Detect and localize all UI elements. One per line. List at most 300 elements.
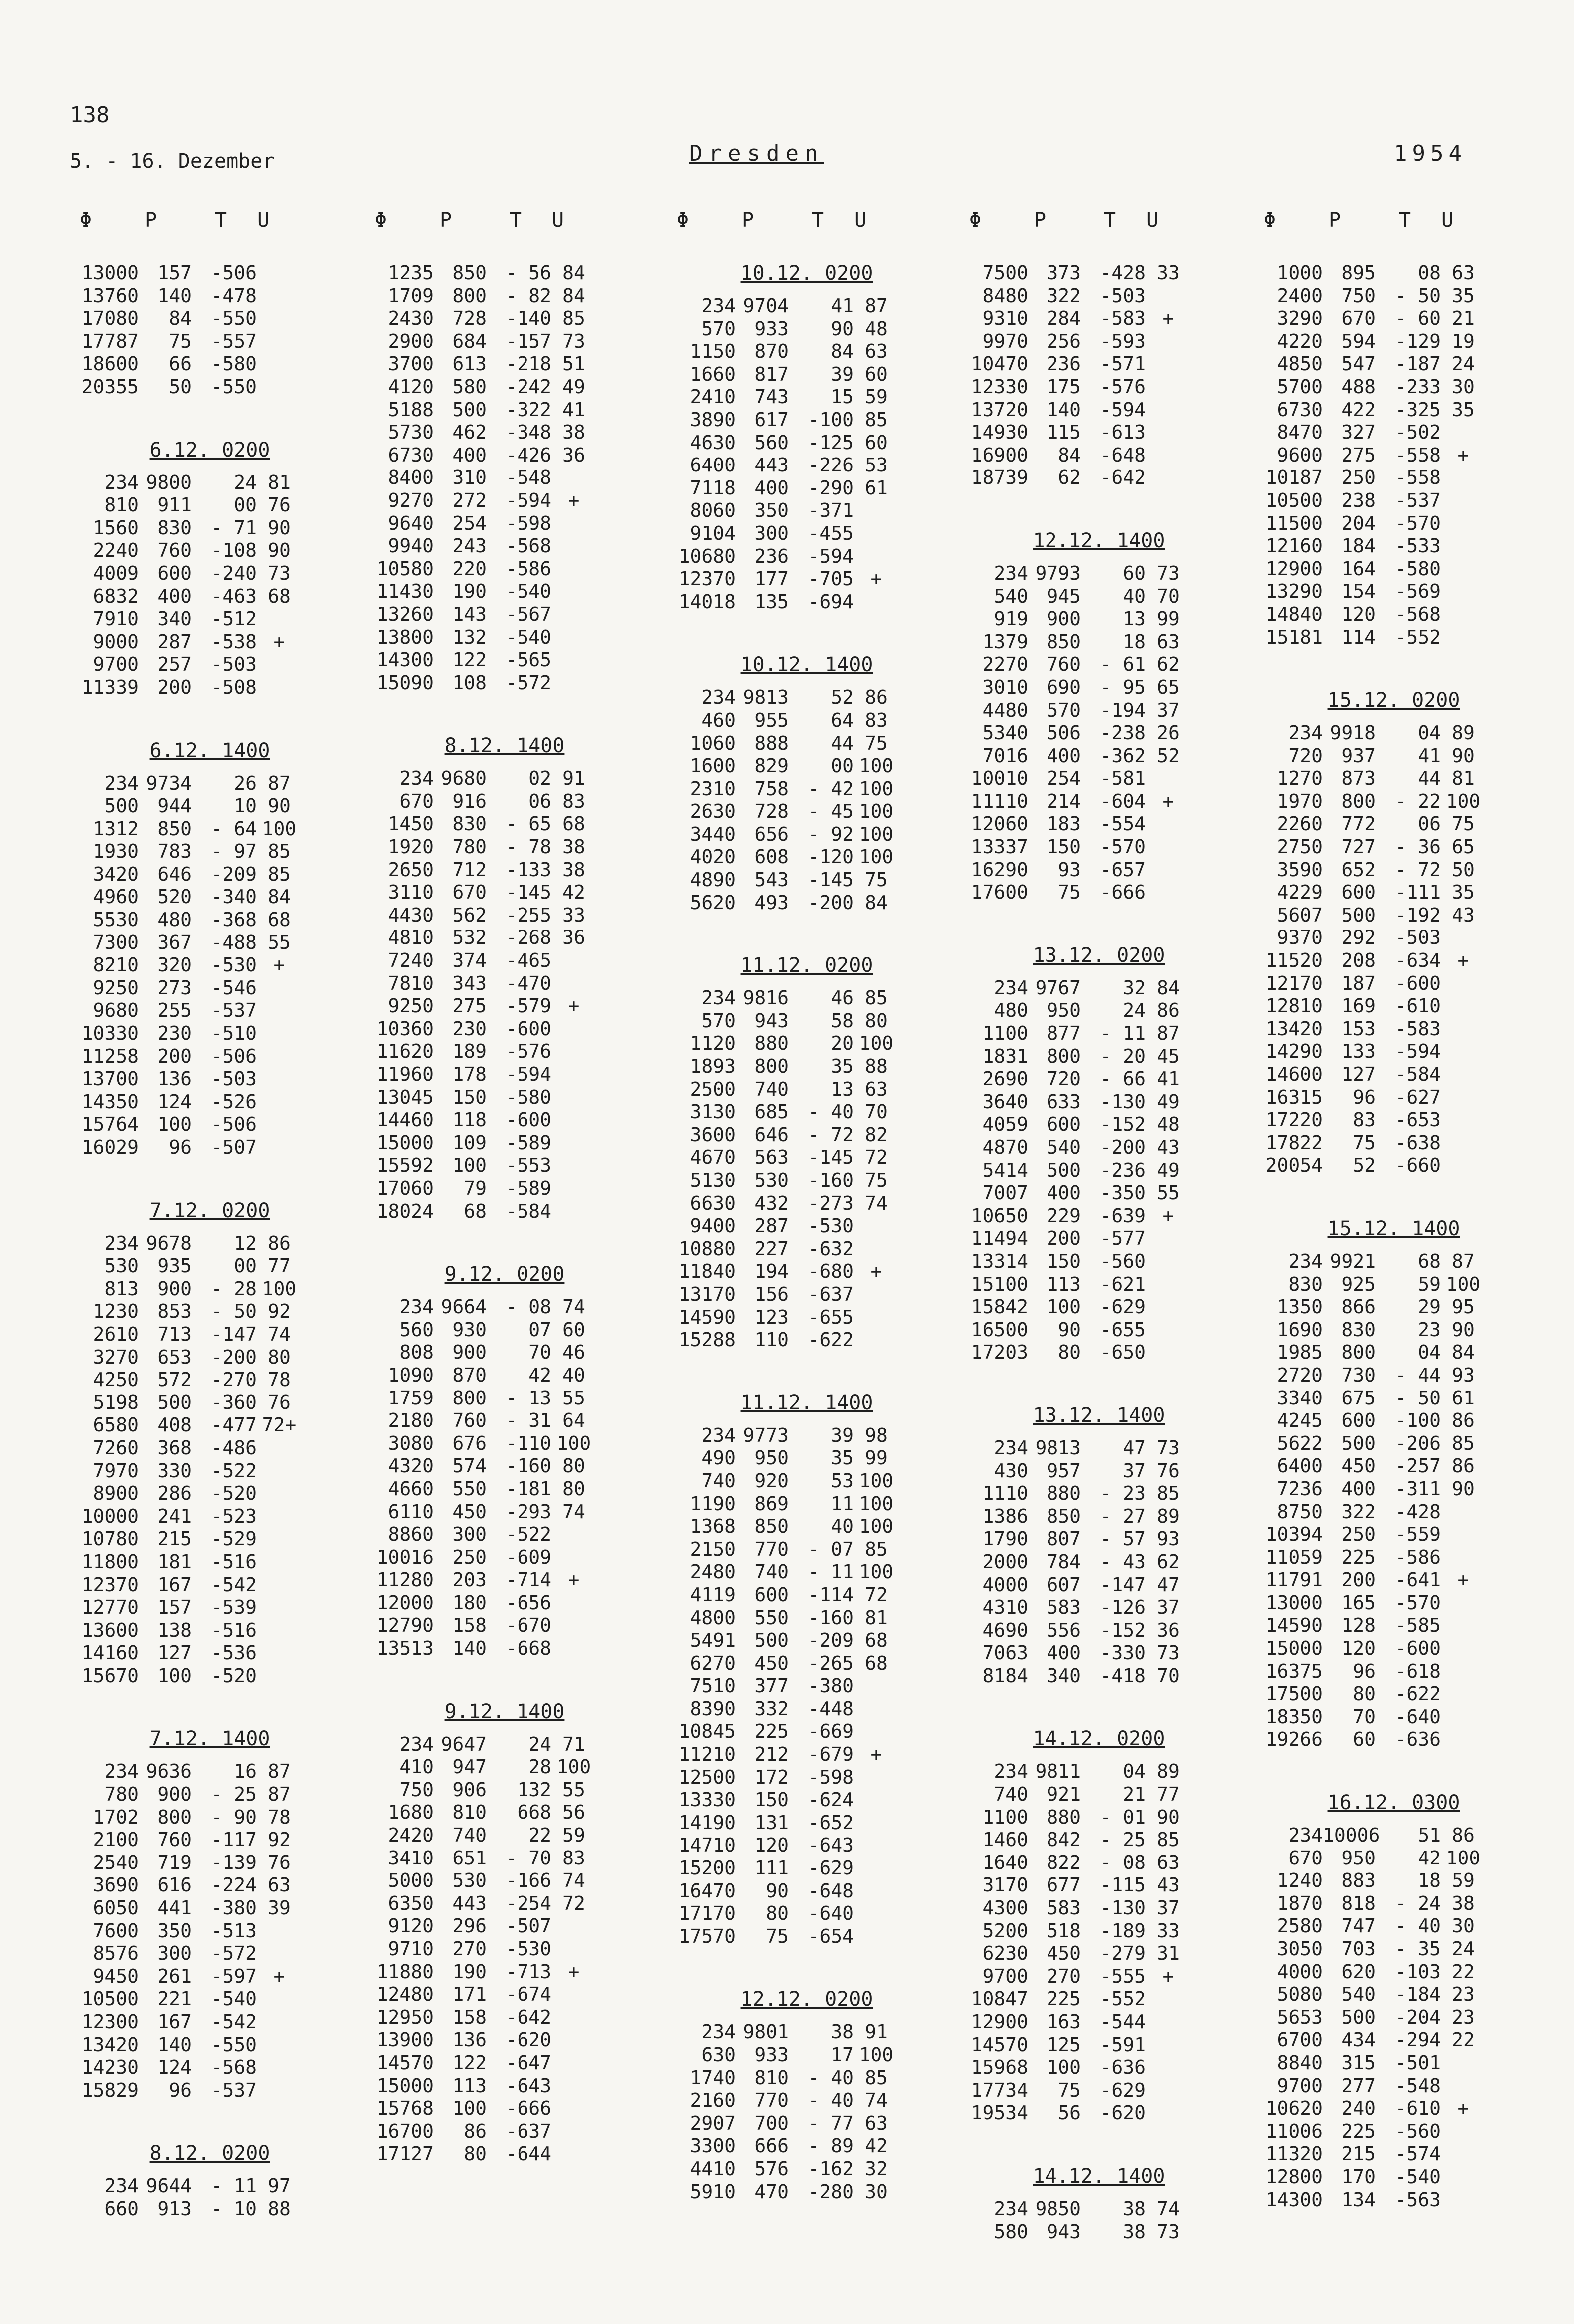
p-value: 9734 [146, 772, 192, 794]
phi-value: 1230 [93, 1300, 139, 1323]
p-value: 9813 [743, 686, 789, 709]
table-row [667, 987, 947, 1010]
phi-value: 14710 [678, 1834, 736, 1857]
table-row [365, 353, 644, 376]
u-value [257, 1574, 302, 1597]
table-row [959, 585, 1239, 608]
phi-value: 11960 [376, 1063, 434, 1085]
t-value: -598 [506, 512, 551, 534]
u-value: 86 [268, 1232, 291, 1254]
phi-value: 11840 [678, 1260, 736, 1283]
u-value: 72 [865, 1146, 888, 1169]
p-value: 434 [1341, 2029, 1376, 2051]
u-value [1146, 1341, 1191, 1364]
sounding-block [70, 1199, 350, 1688]
t-value: -648 [1100, 444, 1146, 466]
table-row [365, 2143, 644, 2166]
u-value [1146, 330, 1191, 353]
table-row [70, 1806, 350, 1829]
phi-value: 410 [399, 1756, 434, 1778]
t-value: -637 [506, 2120, 551, 2142]
table-row [959, 1528, 1239, 1551]
phi-value: 16315 [1265, 1086, 1323, 1108]
phi-value: 2540 [93, 1851, 139, 1873]
u-value [1441, 1132, 1486, 1155]
t-value: -539 [211, 1596, 257, 1619]
p-value: 215 [1341, 2143, 1376, 2165]
table-row [70, 1829, 350, 1852]
t-value: - 20 [1100, 1045, 1146, 1067]
u-value [1441, 2143, 1486, 2166]
u-value: 48 [1157, 1113, 1180, 1136]
phi-value: 7236 [1277, 1477, 1323, 1500]
p-value: 327 [1341, 421, 1376, 444]
p-value: 543 [754, 869, 789, 891]
p-value: 9918 [1330, 722, 1376, 744]
table-row [70, 585, 350, 608]
table-row [70, 2198, 350, 2221]
t-value: - 35 [1395, 1938, 1441, 1960]
phi-value: 490 [701, 1447, 736, 1469]
u-value: 84 [562, 284, 585, 307]
table-row [365, 1569, 644, 1592]
table-row [365, 1063, 644, 1086]
t-value: -530 [211, 954, 257, 976]
t-value: 38 [831, 2021, 854, 2043]
phi-value: 234 [399, 1296, 434, 1318]
t-value: 24 [1123, 999, 1146, 1022]
p-value: 810 [754, 2066, 789, 2089]
u-value: 73 [1157, 1642, 1180, 1664]
u-value [1441, 603, 1486, 626]
u-value [551, 580, 596, 603]
table-row [1254, 1364, 1534, 1387]
t-value: -540 [506, 626, 551, 648]
table-row [365, 1319, 644, 1342]
table-row [959, 676, 1239, 699]
u-value: 76 [268, 494, 291, 516]
p-value: 712 [452, 858, 487, 881]
header-cell: P [440, 209, 452, 232]
table-row [959, 977, 1239, 1000]
phi-value: 14840 [1265, 603, 1323, 625]
sounding-block [959, 944, 1239, 1364]
t-value: -570 [1395, 1591, 1441, 1614]
t-value: -242 [506, 375, 551, 398]
t-value: -666 [1100, 881, 1146, 904]
p-value: 109 [452, 1131, 487, 1154]
p-value: 600 [157, 562, 192, 584]
table-row [667, 386, 947, 409]
sounding-block [667, 1392, 947, 1948]
u-value: 32 [865, 2157, 888, 2180]
table-row [667, 454, 947, 477]
phi-value: 1660 [690, 363, 736, 385]
table-row [959, 2056, 1239, 2079]
p-value: 780 [452, 836, 487, 858]
table-row [365, 1364, 644, 1387]
phi-value: 12060 [971, 813, 1028, 835]
block-title: 10.12. 1400 [740, 653, 873, 677]
phi-value: 1386 [982, 1505, 1028, 1527]
table-row [667, 477, 947, 500]
t-value: -224 [211, 1874, 257, 1896]
t-value: 08 [1418, 262, 1441, 284]
t-value: -125 [808, 431, 854, 454]
table-row [1254, 353, 1534, 376]
phi-value: 12770 [81, 1596, 139, 1619]
table-row [667, 2044, 947, 2067]
t-value: -610 [1395, 2097, 1441, 2120]
phi-value: 14350 [81, 1090, 139, 1113]
phi-value: 234 [994, 562, 1028, 584]
u-value: 37 [1157, 1897, 1180, 1919]
table-row [667, 1607, 947, 1630]
p-value: 200 [157, 1045, 192, 1067]
phi-value: 12170 [1265, 972, 1323, 994]
u-value: 24 [1452, 353, 1475, 375]
u-value [1146, 2011, 1191, 2034]
phi-value: 11500 [1265, 512, 1323, 534]
phi-value: 9710 [388, 1938, 434, 1960]
table-row [667, 1857, 947, 1880]
phi-value: 4410 [690, 2157, 736, 2180]
header-cell: P [145, 209, 157, 232]
table-row [70, 494, 350, 517]
t-value: -714 [506, 1569, 551, 1591]
sounding-block [667, 262, 947, 613]
u-value: + [1457, 1569, 1469, 1591]
phi-value: 12950 [376, 2006, 434, 2028]
p-value: 9636 [146, 1760, 192, 1783]
table-row [667, 2067, 947, 2090]
t-value: - 40 [808, 1101, 854, 1123]
phi-value: 13513 [376, 1637, 434, 1660]
phi-value: 6400 [1277, 1455, 1323, 1477]
sounding-block [959, 1404, 1239, 1688]
table-row [365, 1824, 644, 1847]
table-row [959, 2079, 1239, 2102]
table-row [1254, 307, 1534, 330]
u-value: 74 [865, 1192, 888, 1214]
phi-value: 4000 [982, 1573, 1028, 1596]
p-value: 830 [157, 516, 192, 539]
phi-value: 13000 [81, 262, 139, 284]
table-row [959, 1665, 1239, 1688]
u-value [1146, 2034, 1191, 2057]
t-value: -523 [211, 1505, 257, 1527]
p-value: 443 [754, 454, 789, 476]
phi-value: 14018 [678, 590, 736, 613]
table-row [1254, 1455, 1534, 1478]
phi-value: 3410 [388, 1847, 434, 1869]
t-value: -629 [808, 1857, 854, 1879]
p-value: 870 [754, 340, 789, 363]
table-row [70, 330, 350, 353]
u-value: 75 [1452, 813, 1475, 835]
u-value: + [1162, 1965, 1174, 1987]
t-value: - 50 [211, 1300, 257, 1323]
t-value: -108 [211, 539, 257, 562]
phi-value: 234 [104, 772, 139, 794]
phi-value: 234 [994, 976, 1028, 999]
p-value: 950 [754, 1447, 789, 1469]
t-value: - 45 [808, 800, 854, 823]
phi-value: 8184 [982, 1664, 1028, 1687]
p-value: 933 [754, 2044, 789, 2066]
p-value: 9680 [441, 767, 487, 790]
phi-value: 813 [104, 1277, 139, 1300]
block-title: 7.12. 1400 [149, 1727, 270, 1751]
u-value [257, 1460, 302, 1483]
phi-value: 8060 [690, 499, 736, 522]
t-value: -152 [1100, 1113, 1146, 1136]
u-value: 73 [1157, 562, 1180, 584]
p-value: 9644 [146, 2175, 192, 2197]
t-value: -162 [808, 2157, 854, 2180]
u-value: 84 [562, 262, 585, 284]
p-value: 171 [452, 1983, 487, 2006]
u-value: 68 [268, 585, 291, 607]
phi-value: 9700 [93, 653, 139, 676]
table-row [1254, 1546, 1534, 1569]
phi-value: 14160 [81, 1642, 139, 1664]
phi-value: 10780 [81, 1528, 139, 1550]
phi-value: 3050 [1277, 1938, 1323, 1960]
t-value: 64 [831, 709, 854, 731]
u-value [854, 1215, 899, 1238]
u-value [1441, 512, 1486, 535]
u-value: 60 [562, 1318, 585, 1341]
t-value: -506 [211, 262, 257, 284]
u-value: 85 [865, 2066, 888, 2089]
phi-value: 6050 [93, 1897, 139, 1919]
u-value: 87 [865, 295, 888, 317]
table-row [70, 1596, 350, 1619]
t-value: -593 [1100, 330, 1146, 352]
t-value: -637 [808, 1283, 854, 1305]
p-value: 572 [157, 1369, 192, 1391]
sounding-block [70, 439, 350, 699]
u-value: 80 [268, 1346, 291, 1368]
t-value: -428 [1100, 262, 1146, 284]
u-value: 37 [1157, 1596, 1180, 1619]
t-value: -583 [1100, 307, 1146, 330]
table-row [1254, 1892, 1534, 1915]
t-value: - 57 [1100, 1528, 1146, 1550]
u-value [551, 1086, 596, 1109]
t-value: -656 [506, 1591, 551, 1614]
table-row [1254, 580, 1534, 603]
table-row [70, 1232, 350, 1255]
u-value: 63 [1157, 630, 1180, 653]
table-row [667, 409, 947, 432]
table-row [1254, 2006, 1534, 2029]
t-value: - 22 [1395, 790, 1441, 812]
t-value: 00 [831, 755, 854, 777]
u-value: 87 [1157, 1022, 1180, 1045]
u-value [257, 1920, 302, 1943]
p-value: 200 [1341, 1569, 1376, 1591]
t-value: -570 [1100, 836, 1146, 858]
table-row [959, 1022, 1239, 1045]
t-value: -147 [1100, 1573, 1146, 1596]
t-value: -340 [211, 886, 257, 908]
table-row [365, 1154, 644, 1177]
phi-value: 18600 [81, 353, 139, 375]
p-value: 93 [1058, 858, 1081, 881]
phi-value: 5000 [388, 1869, 434, 1892]
t-value: -574 [1395, 2143, 1441, 2165]
t-value: -594 [1100, 398, 1146, 421]
p-value: 480 [157, 909, 192, 931]
t-value: -200 [1100, 1136, 1146, 1158]
t-value: -540 [506, 580, 551, 603]
header-cell: U [257, 209, 270, 232]
phi-value: 10330 [81, 1022, 139, 1045]
p-value: 115 [1047, 421, 1081, 444]
t-value: -194 [1100, 699, 1146, 721]
phi-value: 2720 [1277, 1364, 1323, 1386]
u-value: 100 [1446, 1847, 1481, 1869]
t-value: -600 [506, 1017, 551, 1040]
phi-value: 808 [399, 1341, 434, 1364]
table-row [667, 591, 947, 614]
p-value: 122 [452, 2051, 487, 2074]
phi-value: 2270 [982, 653, 1028, 676]
u-value [854, 545, 899, 568]
table-row [959, 1227, 1239, 1250]
p-value: 677 [1047, 1874, 1081, 1896]
u-value [257, 2011, 302, 2034]
p-value: 62 [1058, 466, 1081, 489]
table-row [1254, 1086, 1534, 1109]
phi-value: 919 [994, 608, 1028, 630]
p-value: 340 [157, 608, 192, 630]
p-value: 685 [754, 1101, 789, 1123]
table-row [70, 840, 350, 863]
p-value: 254 [1047, 767, 1081, 790]
phi-value: 234 [104, 1760, 139, 1783]
u-value [1441, 1706, 1486, 1729]
table-row [667, 846, 947, 869]
t-value: -550 [211, 2033, 257, 2056]
t-value: -554 [1100, 813, 1146, 835]
table-row [365, 1961, 644, 1984]
u-value: 68 [865, 1629, 888, 1652]
u-value: 78 [268, 1369, 291, 1391]
t-value: -257 [1395, 1455, 1441, 1477]
u-value: 42 [865, 2135, 888, 2157]
p-value: 594 [1341, 330, 1376, 352]
table-row [959, 1783, 1239, 1806]
table-row [667, 568, 947, 591]
phi-value: 2650 [388, 858, 434, 881]
phi-value: 14190 [678, 1811, 736, 1834]
p-value: 869 [754, 1492, 789, 1515]
u-value: 72 [562, 1892, 585, 1914]
u-value: 61 [865, 476, 888, 499]
phi-value: 4660 [388, 1477, 434, 1500]
phi-value: 14930 [971, 421, 1028, 444]
phi-value: 16375 [1265, 1660, 1323, 1682]
t-value: 16 [234, 1760, 257, 1783]
table-row [959, 745, 1239, 768]
t-value: -560 [1100, 1250, 1146, 1272]
table-row [1254, 558, 1534, 581]
t-value: 20 [831, 1032, 854, 1055]
t-value: 44 [1418, 767, 1441, 790]
u-value [854, 1675, 899, 1698]
u-value [551, 2052, 596, 2075]
table-row [70, 1852, 350, 1874]
t-value: - 50 [1395, 284, 1441, 307]
phi-value: 5188 [388, 398, 434, 421]
table-row [70, 886, 350, 909]
table-row [70, 1091, 350, 1114]
u-value: 99 [865, 1447, 888, 1469]
page-number: 138 [70, 102, 110, 128]
table-row [667, 1834, 947, 1857]
phi-value: 9370 [1277, 927, 1323, 949]
sounding-block [667, 1988, 947, 2203]
table-row [365, 2029, 644, 2052]
phi-value: 11791 [1265, 1569, 1323, 1591]
table-row [667, 1652, 947, 1675]
table-row [365, 1040, 644, 1063]
t-value: -516 [211, 1619, 257, 1641]
t-value: 28 [528, 1756, 551, 1778]
t-value: -371 [808, 499, 854, 522]
phi-value: 780 [104, 1783, 139, 1806]
p-value: 140 [452, 1637, 487, 1660]
phi-value: 2690 [982, 1068, 1028, 1090]
p-value: 620 [1341, 1960, 1376, 1983]
t-value: -226 [808, 454, 854, 476]
u-value [1441, 1109, 1486, 1132]
u-value [1441, 466, 1486, 489]
p-value: 368 [157, 1436, 192, 1459]
u-value: 76 [268, 1851, 291, 1873]
p-value: 727 [1341, 836, 1376, 858]
t-value: -622 [808, 1329, 854, 1351]
table-row [70, 562, 350, 585]
u-value: 38 [562, 858, 585, 881]
phi-value: 16700 [376, 2120, 434, 2142]
u-value: 80 [562, 1455, 585, 1477]
u-value: 63 [1157, 1851, 1180, 1873]
table-row [70, 1369, 350, 1392]
table-row [667, 545, 947, 568]
p-value: 75 [1058, 2079, 1081, 2101]
t-value: -647 [506, 2051, 551, 2074]
p-value: 113 [1047, 1273, 1081, 1295]
u-value [1146, 1319, 1191, 1342]
p-value: 90 [1058, 1318, 1081, 1341]
u-value: 100 [859, 1469, 894, 1492]
p-value: 100 [157, 1664, 192, 1687]
p-value: 238 [1341, 489, 1376, 511]
table-row [365, 2075, 644, 2098]
table-row [365, 1455, 644, 1478]
t-value: -580 [1395, 557, 1441, 580]
p-value: 730 [1341, 1364, 1376, 1386]
phi-value: 1920 [388, 836, 434, 858]
block-title: 15.12. 1400 [1327, 1217, 1460, 1240]
p-value: 500 [157, 1391, 192, 1413]
p-value: 187 [1341, 972, 1376, 994]
phi-value: 6400 [690, 454, 736, 476]
